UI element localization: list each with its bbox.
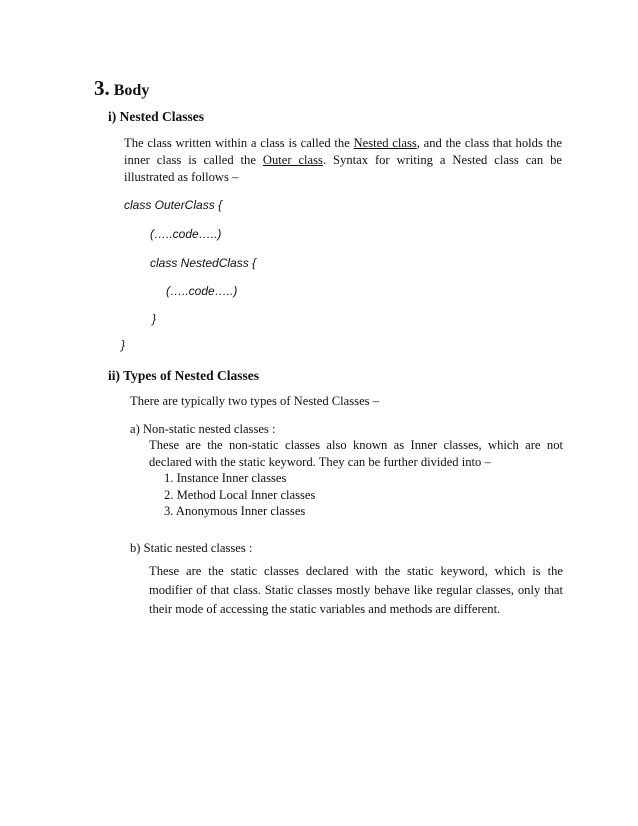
code-line-outer-body: (…..code…..) (150, 227, 222, 241)
types-heading: ii) Types of Nested Classes (108, 368, 259, 383)
nested-para-part-3: . Syntax for writing a Nested class can be illustrated as follows – (124, 153, 562, 184)
section-heading (94, 76, 149, 101)
list-item: 1. Instance Inner classes (164, 471, 287, 485)
static-description: These are the static classes declared with the static keyword, which is the modifier of that class. Static classes mostly behave like regular classes, only that their mode of accessing the static variables and methods are different. (149, 564, 563, 616)
nested-para-part-1: The class written within a class is called the (124, 136, 354, 150)
nested-class-term: Nested class (353, 136, 417, 150)
code-line-outer-open: class OuterClass { (124, 198, 223, 212)
list-item: 2. Method Local Inner classes (164, 488, 316, 502)
list-item: 3. Anonymous Inner classes (164, 504, 306, 518)
nested-classes-heading: i) Nested Classes (108, 109, 204, 124)
non-static-label: a) Non-static nested classes : (130, 422, 276, 436)
non-static-description: These are the non-static classes also known as Inner classes, which are not declared with the static keyword. They can be further divided into – (149, 438, 563, 469)
code-line-nested-open: class NestedClass { (150, 256, 257, 270)
outer-class-term: Outer class (262, 153, 323, 167)
code-line-nested-body: (…..code…..) (166, 284, 238, 298)
static-label: b) Static nested classes : (130, 541, 253, 555)
types-intro: There are typically two types of Nested Classes – (130, 394, 380, 408)
code-line-nested-close: } (152, 312, 157, 326)
section-number: 3. (94, 76, 110, 100)
code-line-outer-close: } (121, 338, 126, 352)
nested-para-part-2: , and the class that holds the inner class is called the (124, 136, 562, 167)
nested-classes-paragraph (124, 135, 562, 186)
section-title: Body (113, 82, 150, 99)
